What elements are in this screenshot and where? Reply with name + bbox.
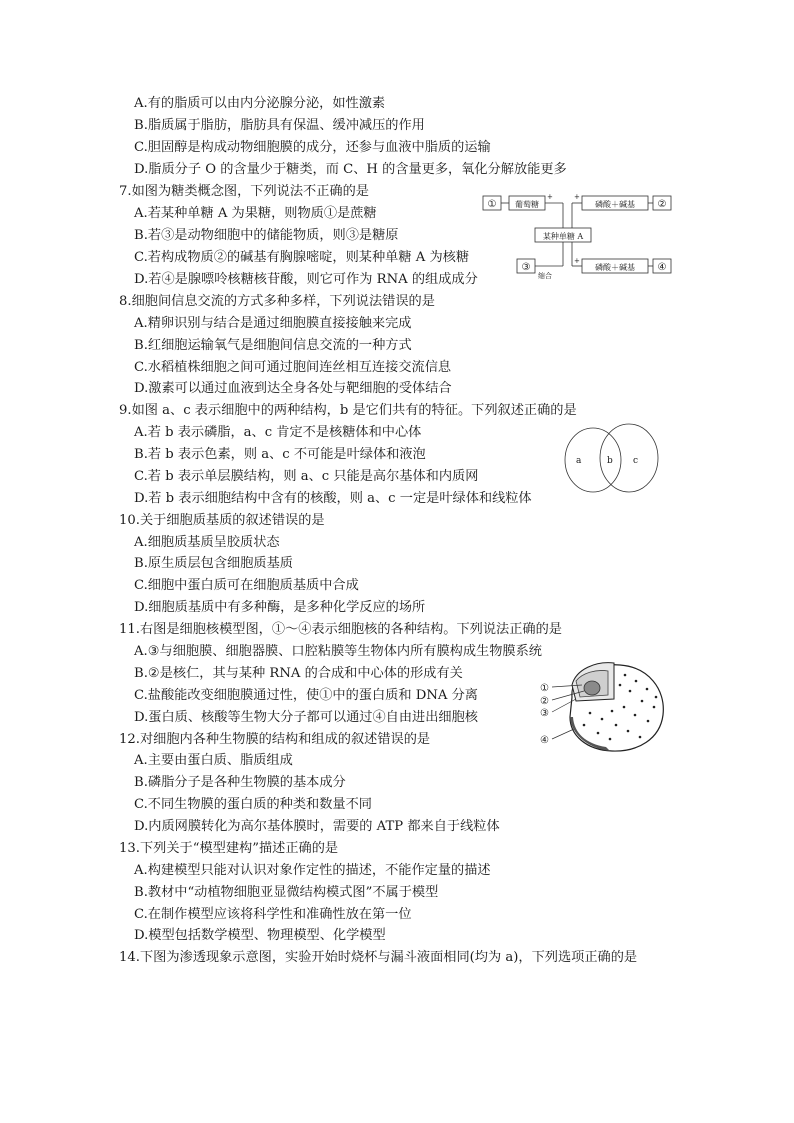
q12-stem: 12.对细胞内各种生物膜的结构和组成的叙述错误的是	[119, 732, 431, 747]
q13-option-c: C.在制作模型应该将科学性和准确性放在第一位	[134, 907, 412, 922]
q13-option-d: D.模型包括数学模型、物理模型、化学模型	[134, 928, 386, 943]
q6-option-c: C.胆固醇是构成动物细胞膜的成分，还参与血液中脂质的运输	[134, 140, 491, 155]
q11-option-b: B.②是核仁，其与某种 RNA 的合成和中心体的形成有关	[134, 666, 463, 681]
diagram-plus-1: +	[547, 193, 553, 201]
q7-option-c: C.若构成物质②的碱基有胸腺嘧啶，则某种单糖 A 为核糖	[134, 250, 470, 265]
q8-option-d: D.激素可以通过血液到达全身各处与靶细胞的受体结合	[134, 381, 452, 396]
q9-option-b: B.若 b 表示色素，则 a、c 不可能是叶绿体和液泡	[134, 447, 426, 462]
q12-option-d: D.内质网膜转化为高尔基体膜时，需要的 ATP 都来自于线粒体	[134, 819, 500, 834]
q10-option-b: B.原生质层包含细胞质基质	[134, 556, 293, 571]
q11-option-c: C.盐酸能改变细胞膜通过性，使①中的蛋白质和 DNA 分离	[134, 688, 478, 703]
venn-label-c: c	[633, 456, 639, 466]
q7-option-a: A.若某种单糖 A 为果糖，则物质①是蔗糖	[134, 206, 377, 221]
diagram-node-1: ①	[487, 199, 497, 210]
q6-option-a: A.有的脂质可以由内分泌腺分泌，如性激素	[134, 96, 386, 111]
q13-stem: 13.下列关于“模型建构”描述正确的是	[119, 841, 339, 856]
q9-option-d: D.若 b 表示细胞结构中含有的核酸，则 a、c 一定是叶绿体和线粒体	[134, 491, 532, 506]
diagram-node-monosaccharide-a: 某种单糖 A	[542, 232, 584, 241]
q7-stem: 7.如图为糖类概念图，下列说法不正确的是	[119, 184, 369, 199]
q10-option-d: D.细胞质基质中有多种酶，是多种化学反应的场所	[134, 600, 426, 615]
q12-option-c: C.不同生物膜的蛋白质的种类和数量不同	[134, 797, 372, 812]
venn-diagram	[563, 420, 661, 496]
nucleus-label-4: ④	[540, 735, 549, 746]
diagram-plus-3: +	[574, 257, 580, 265]
q8-option-c: C.水稻植株细胞之间可通过胞间连丝相互连接交流信息	[134, 360, 452, 375]
q6-option-b: B.脂质属于脂肪，脂肪具有保温、缓冲减压的作用	[134, 118, 425, 133]
q13-option-b: B.教材中“动植物细胞亚显微结构模式图”不属于模型	[134, 885, 439, 900]
diagram-node-3: ③	[521, 262, 531, 273]
q12-option-a: A.主要由蛋白质、脂质组成	[134, 753, 293, 768]
q11-stem: 11.右图是细胞核模型图，①～④表示细胞核的各种结构。下列说法正确的是	[119, 622, 562, 637]
q8-stem: 8.细胞间信息交流的方式多种多样，下列说法错误的是	[119, 294, 435, 309]
q11-option-d: D.蛋白质、核酸等生物大分子都可以通过④自由进出细胞核	[134, 710, 478, 725]
q7-option-b: B.若③是动物细胞中的储能物质，则③是糖原	[134, 228, 399, 243]
nucleus-label-3: ③	[540, 708, 549, 719]
q11-option-a: A.③与细胞膜、细胞器膜、口腔粘膜等生物体内所有膜构成生物膜系统	[134, 644, 542, 659]
diagram-node-glucose: 葡萄糖	[515, 200, 539, 209]
diagram-plus-2: +	[574, 193, 580, 201]
diagram-node-phos-base-top: 磷酸＋碱基	[595, 200, 635, 209]
q6-option-d: D.脂质分子 O 的含量少于糖类，而 C、H 的含量更多，氧化分解放能更多	[134, 162, 567, 177]
sugar-concept-diagram	[480, 190, 676, 278]
diagram-node-4: ④	[657, 262, 667, 273]
q10-stem: 10.关于细胞质基质的叙述错误的是	[119, 513, 325, 528]
q10-option-c: C.细胞中蛋白质可在细胞质基质中合成	[134, 578, 359, 593]
q8-option-b: B.红细胞运输氧气是细胞间信息交流的一种方式	[134, 338, 412, 353]
diagram-node-2: ②	[657, 199, 667, 210]
diagram-label-condense: 缩合	[538, 272, 552, 280]
nucleus-model-diagram	[540, 655, 670, 755]
diagram-node-phos-base-bottom: 磷酸＋碱基	[595, 263, 635, 272]
venn-label-b: b	[607, 456, 613, 466]
q10-option-a: A.细胞质基质呈胶质状态	[134, 535, 280, 550]
q12-option-b: B.磷脂分子是各种生物膜的基本成分	[134, 775, 346, 790]
q9-option-a: A.若 b 表示磷脂，a、c 肯定不是核糖体和中心体	[134, 425, 422, 440]
q14-stem: 14.下图为渗透现象示意图，实验开始时烧杯与漏斗液面相同(均为 a)，下列选项正确的是	[119, 950, 638, 965]
venn-label-a: a	[576, 456, 582, 466]
nucleus-label-2: ②	[540, 696, 549, 707]
q9-option-c: C.若 b 表示单层膜结构，则 a、c 只能是高尔基体和内质网	[134, 469, 479, 484]
q13-option-a: A.构建模型只能对认识对象作定性的描述，不能作定量的描述	[134, 863, 491, 878]
q9-stem: 9.如图 a、c 表示细胞中的两种结构，b 是它们共有的特征。下列叙述正确的是	[119, 403, 577, 418]
q7-option-d: D.若④是腺嘌呤核糖核苷酸，则它可作为 RNA 的组成成分	[134, 272, 478, 287]
q8-option-a: A.精卵识别与结合是通过细胞膜直接接触来完成	[134, 316, 412, 331]
nucleus-label-1: ①	[540, 683, 549, 694]
